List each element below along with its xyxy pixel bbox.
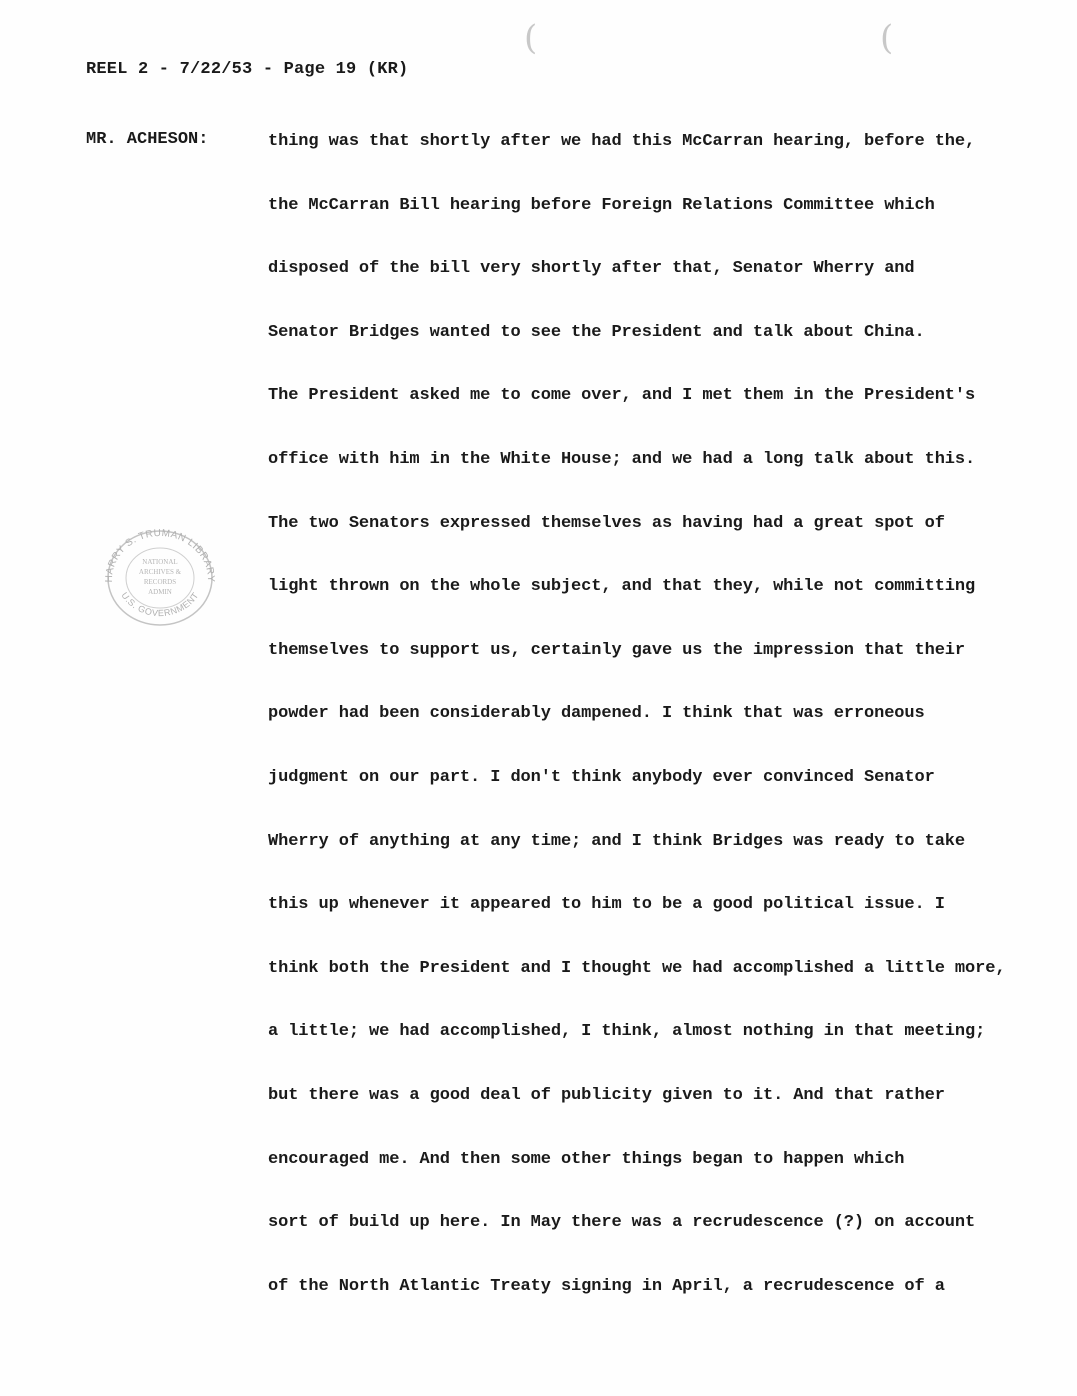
reel-header: REEL 2 - 7/22/53 - Page 19 (KR)	[86, 60, 409, 79]
transcript-body	[268, 130, 1058, 1338]
transcript-line: The President asked me to come over, and I met them in the President's	[268, 386, 976, 406]
transcript-line: disposed of the bill very shortly after that, Senator Wherry and	[268, 259, 915, 279]
transcript-line: judgment on our part. I don't think anybody ever convinced Senator	[268, 767, 935, 787]
transcript-line: but there was a good deal of publicity given to it. And that rather	[268, 1085, 945, 1105]
svg-text:NATIONAL: NATIONAL	[142, 558, 178, 566]
transcript-line: sort of build up here. In May there was a recrudescence (?) on account	[268, 1213, 976, 1233]
transcript-line: The two Senators expressed themselves as having had a great spot of	[268, 513, 945, 533]
transcript-line: this up whenever it appeared to him to be a good political issue. I	[268, 895, 945, 915]
transcript-line: a little; we had accomplished, I think, almost nothing in that meeting;	[268, 1022, 986, 1042]
transcript-line: thing was that shortly after we had this McCarran hearing, before the,	[268, 132, 976, 151]
transcript-line: think both the President and I thought we had accomplished a little more,	[268, 958, 1006, 978]
archive-stamp	[98, 522, 222, 628]
transcript-line: office with him in the White House; and we had a long talk about this.	[268, 449, 976, 469]
svg-text:U.S. GOVERNMENT: U.S. GOVERNMENT	[119, 590, 201, 619]
margin-mark: (	[880, 18, 894, 58]
archive-stamp-graphic	[98, 522, 222, 628]
transcript-line: powder had been considerably dampened. I think that was erroneous	[268, 704, 925, 724]
transcript-line: encouraged me. And then some other things began to happen which	[268, 1149, 905, 1169]
svg-text:ARCHIVES &: ARCHIVES &	[138, 568, 182, 576]
margin-mark: (	[524, 18, 538, 58]
transcript-line: light thrown on the whole subject, and that they, while not committing	[268, 577, 976, 597]
speaker-label: MR. ACHESON:	[86, 130, 209, 149]
transcript-line: Senator Bridges wanted to see the President and talk about China.	[268, 322, 925, 342]
svg-text:ADMIN: ADMIN	[148, 588, 172, 596]
transcript-line: themselves to support us, certainly gave us the impression that their	[268, 640, 966, 660]
transcript-line: the McCarran Bill hearing before Foreign Relations Committee which	[268, 195, 935, 215]
svg-text:RECORDS: RECORDS	[143, 578, 177, 586]
svg-text:HARRY S. TRUMAN LIBRARY: HARRY S. TRUMAN LIBRARY	[103, 527, 217, 583]
transcript-line: of the North Atlantic Treaty signing in April, a recrudescence of a	[268, 1276, 945, 1296]
transcript-line: Wherry of anything at any time; and I think Bridges was ready to take	[268, 831, 966, 851]
